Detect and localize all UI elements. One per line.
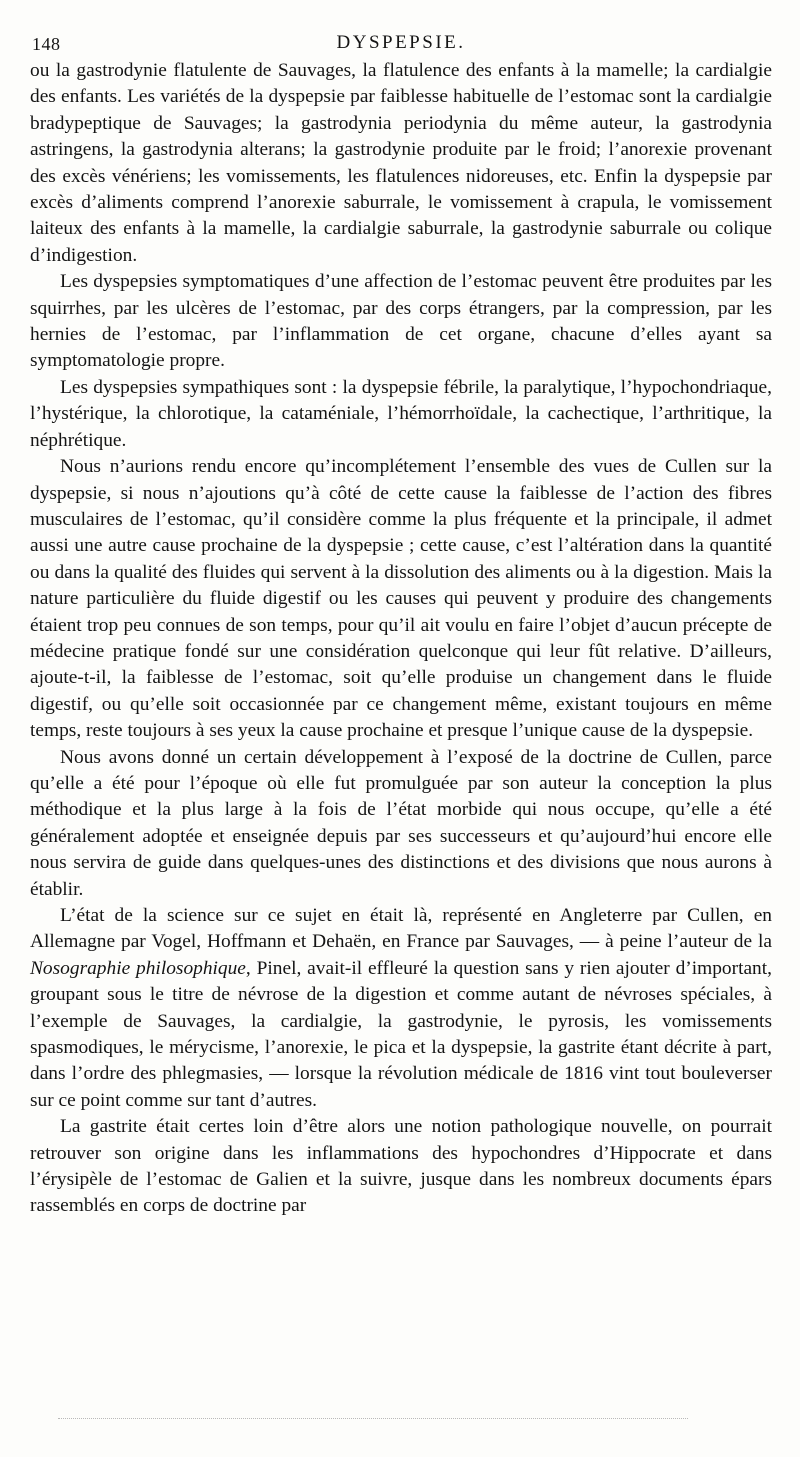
body-text [30,58,772,1220]
running-title: DYSPEPSIE. [336,32,466,53]
page-number: 148 [32,34,61,54]
paragraph-state-of-science [30,903,772,1114]
paragraph-text-part: L’état de la science sur ce sujet en était là, représenté en Angleterre par Cullen, en Allemagne par Vogel, Hoffmann et Dehaën, en France par Sauvages, — à peine l’auteur de la [30,905,772,953]
paragraph-text-part: , Pinel, avait-il effleuré la question sans y rien ajouter d’important, groupant sous le titre de névrose de la digestion et comme autant de névroses spéciales, à l’exemple de Sauvages, la cardialgie, la gastrodynie, le pyrosis, les vomissements spasmodiques, le mérycisme, l’anorexie, le pica et la dyspepsie, la gastrite étant décrite à part, dans l’ordre des phlegmasies, — lorsque la révolution médicale de 1816 vint tout bouleverser sur ce point comme sur tant d’autres. [30,957,772,1111]
paragraph-sympathetic-dyspepsias: Les dyspepsies sympathiques sont : la dyspepsie fébrile, la paralytique, l’hypochondriaque, l’hystérique, la chlorotique, la cataméniale, l’hémorrhoïdale, la cachectique, l’arthritique, la néphrétique. [30,376,772,451]
book-title-italic: Nosographie philosophique [30,957,246,979]
paragraph-symptomatic-dyspepsias: Les dyspepsies symptomatiques d’une affection de l’estomac peuvent être produites par les squirrhes, par les ulcères de l’estomac, par des corps étrangers, par la compression, par les hernies de l’estomac, par l’inflammation de cet organe, chacune d’elles ayant sa symptomatologie propre. [30,271,772,372]
paragraph-continued: ou la gastrodynie flatulente de Sauvages, la flatulence des enfants à la mamelle; la cardialgie des enfants. Les variétés de la dyspepsie par faiblesse habituelle de l’estomac sont la cardialgie bradypeptique de Sauvages; la gastrodynia periodynia du même auteur, la gastrodynia astringens, la gastrodynia alterans; la gastrodynie produite par le froid; l’anorexie provenant des excès vénériens; les vomissements, les flatulences nidoreuses, etc. Enfin la dyspepsie par excès d’aliments comprend l’anorexie saburrale, le vomissement à crapula, le vomissement laiteux des enfants à la mamelle, la cardialgie saburrale, la gastrodynie saburrale ou colique d’indigestion. [30,60,772,266]
paragraph-gastritis: La gastrite était certes loin d’être alors une notion pathologique nouvelle, on pourrait retrouver son origine dans les inflammations des hypochondres d’Hippocrate et dans l’érysipèle de l’estomac de Galien et la suivre, jusque dans les nombreux documents épars rassemblés en corps de doctrine par [30,1116,772,1217]
paragraph-cullen-views: Nous n’aurions rendu encore qu’incomplétement l’ensemble des vues de Cullen sur la dyspepsie, si nous n’ajoutions qu’à côté de cette cause la faiblesse de l’action des fibres musculaires de l’estomac, qu’il considère comme la plus fréquente et la principale, il admet aussi une autre cause prochaine de la dyspepsie ; cette cause, c’est l’altération dans la quantité ou dans la qualité des fluides qui servent à la dissolution des aliments ou à la digestion. Mais la nature particulière du fluide digestif ou les causes qui peuvent y produire des changements étaient trop peu connues de son temps, pour qu’il ait voulu en faire l’objet d’aucun précepte de médecine pratique fondé sur une considération quelconque qui leur fût relative. D’ailleurs, ajoute-t-il, la faiblesse de l’estomac, soit qu’elle produise un changement dans le fluide digestif, ou qu’elle soit occasionnée par ce changement même, existant toujours en même temps, reste toujours à ses yeux la cause prochaine et presque l’unique cause de la dyspepsie. [30,456,772,742]
paragraph-cullen-doctrine: Nous avons donné un certain développement à l’exposé de la doctrine de Cullen, parce qu’elle a été pour l’époque où elle fut promulguée par son auteur la conception la plus méthodique et la plus large à la fois de l’état morbide qui nous occupe, qu’elle a été généralement adoptée et enseignée depuis par ses successeurs et qu’aujourd’hui encore elle nous servira de guide dans quelques-unes des distinctions et des divisions que nous aurons à établir. [30,746,772,900]
running-head [30,32,772,58]
footer-rule [58,1418,688,1419]
